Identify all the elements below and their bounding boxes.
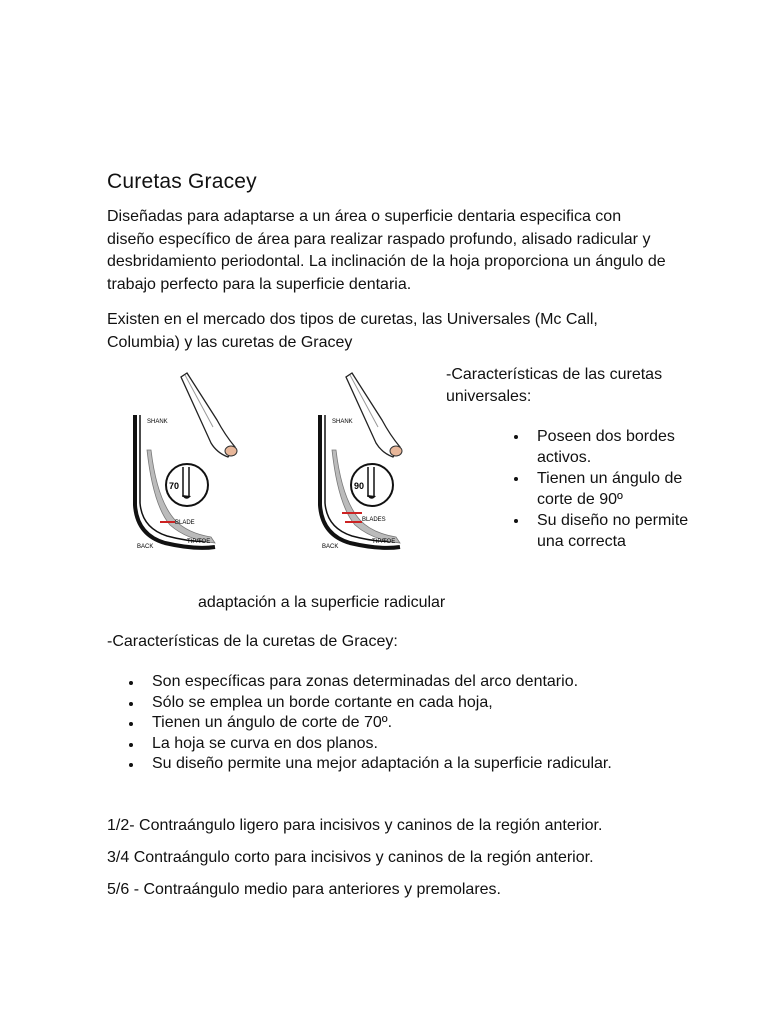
types-paragraph: Existen en el mercado dos tipos de curetas, las Universales (Mc Call, Columbia) y las curetas de Gracey [107, 311, 598, 351]
list-item: Tienen un ángulo de corte de 90º [537, 468, 712, 510]
left-tip-label: TIP/TOE [187, 539, 211, 545]
angle-line-3-4: 3/4 Contraángulo corto para incisivos y caninos de la región anterior. [107, 849, 594, 866]
page-title: Curetas Gracey [107, 170, 257, 193]
curette-illustration [125, 365, 440, 565]
universal-curette-right-figure [320, 373, 402, 550]
universal-continuation: adaptación a la superficie radicular [198, 594, 446, 611]
right-angle-label: 90 [354, 481, 365, 491]
list-item: Su diseño permite una mejor adaptación a la superficie radicular. [152, 754, 672, 775]
gracey-list [112, 672, 672, 775]
right-blade-label: BLADES [362, 517, 386, 523]
left-blade-label: BLADE [175, 520, 195, 526]
angle-line-1-2: 1/2- Contraángulo ligero para incisivos y caninos de la región anterior. [107, 817, 603, 834]
universal-heading: -Características de las curetas universales: [446, 366, 663, 405]
gracey-heading: -Características de la curetas de Gracey: [107, 633, 398, 650]
left-back-label: BACK [137, 544, 154, 550]
universal-curette-left-figure [135, 373, 237, 550]
list-item: Sólo se emplea un borde cortante en cada hoja, [152, 693, 672, 714]
list-item: Tienen un ángulo de corte de 70º. [152, 713, 672, 734]
right-shank-label: SHANK [332, 419, 353, 425]
list-item: Poseen dos bordes activos. [537, 426, 712, 468]
right-back-label: BACK [322, 544, 339, 550]
angle-line-5-6: 5/6 - Contraángulo medio para anteriores y premolares. [107, 881, 501, 898]
right-tip-label: TIP/TOE [372, 539, 396, 545]
list-item: Son específicas para zonas determinadas del arco dentario. [152, 672, 672, 693]
left-shank-label: SHANK [147, 419, 168, 425]
universal-list [497, 426, 712, 552]
list-item: La hoja se curva en dos planos. [152, 734, 672, 755]
left-angle-label: 70 [169, 481, 180, 491]
list-item: Su diseño no permite una correcta [537, 510, 712, 552]
intro-paragraph: Diseñadas para adaptarse a un área o superficie dentaria especifica con diseño específico de área para realizar raspado profundo, alisado radicular y desbridamiento periodontal. La inclinación de la hoja proporciona un ángulo de trabajo perfecto para la superficie dentaria. [107, 208, 666, 294]
